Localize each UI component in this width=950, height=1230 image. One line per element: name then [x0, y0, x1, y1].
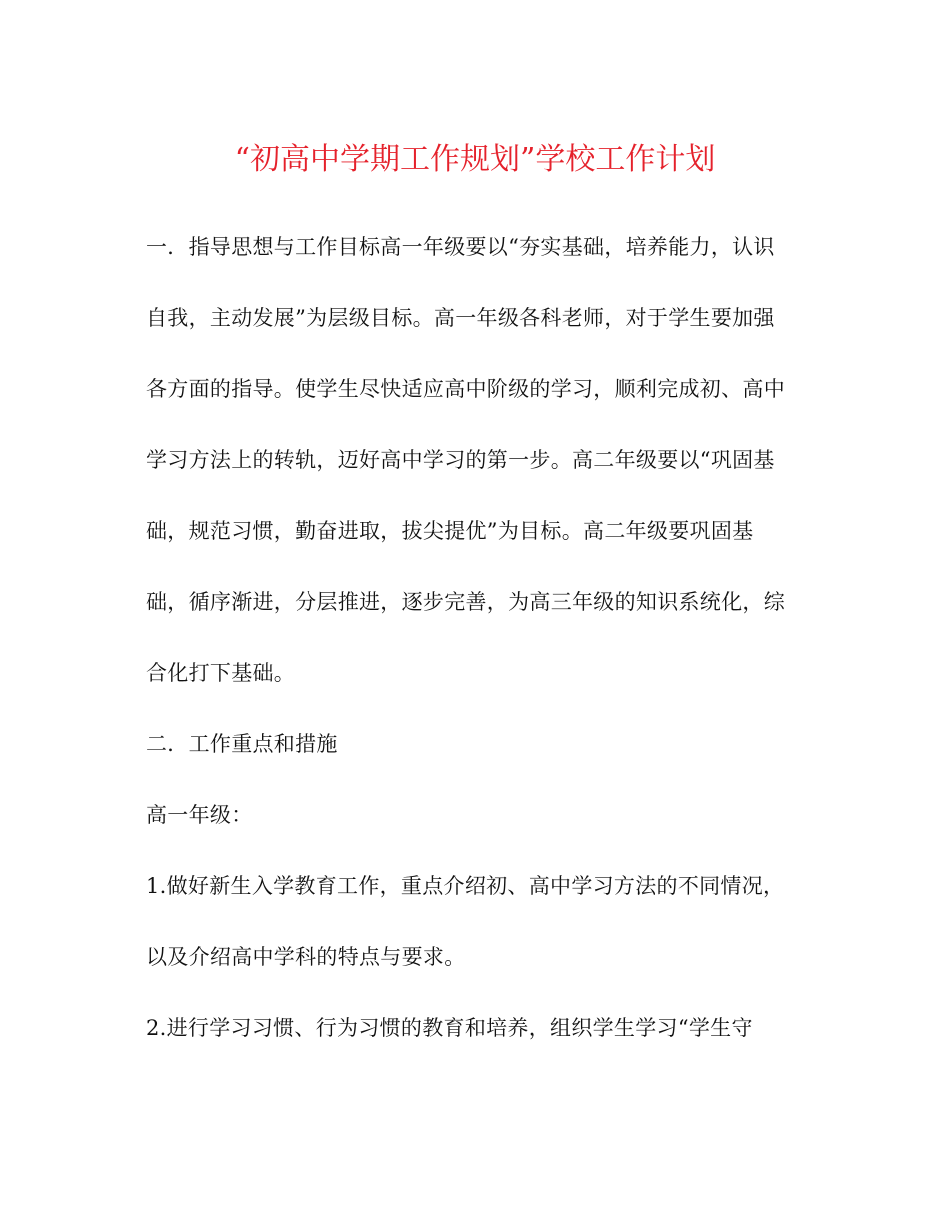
body-line: 础，规范习惯，勤奋进取，拔尖提优”为目标。高二年级要巩固基 — [146, 519, 754, 543]
subsection-heading: 高一年级： — [146, 803, 253, 827]
list-item-continuation: 以及介绍高中学科的特点与要求。 — [146, 945, 466, 969]
body-line: 础，循序渐进，分层推进，逐步完善，为高三年级的知识系统化，综 — [146, 590, 785, 614]
body-line: 自我，主动发展”为层级目标。高一年级各科老师，对于学生要加强 — [146, 306, 775, 330]
body-line: 各方面的指导。使学生尽快适应高中阶级的学习，顺利完成初、高中 — [146, 377, 785, 401]
body-line: 合化打下基础。 — [146, 661, 296, 685]
list-item: 2.进行学习习惯、行为习惯的教育和培养，组织学生学习“学生守 — [146, 1016, 753, 1040]
section-heading: 二．工作重点和措施 — [146, 732, 338, 756]
document-title: “初高中学期工作规划”学校工作计划 — [234, 142, 716, 177]
list-item: 1.做好新生入学教育工作，重点介绍初、高中学习方法的不同情况， — [146, 874, 785, 898]
body-line: 学习方法上的转轨，迈好高中学习的第一步。高二年级要以“巩固基 — [146, 448, 775, 472]
document-body — [146, 226, 806, 1078]
body-line: 一．指导思想与工作目标高一年级要以“夯实基础，培养能力，认识 — [146, 235, 775, 259]
